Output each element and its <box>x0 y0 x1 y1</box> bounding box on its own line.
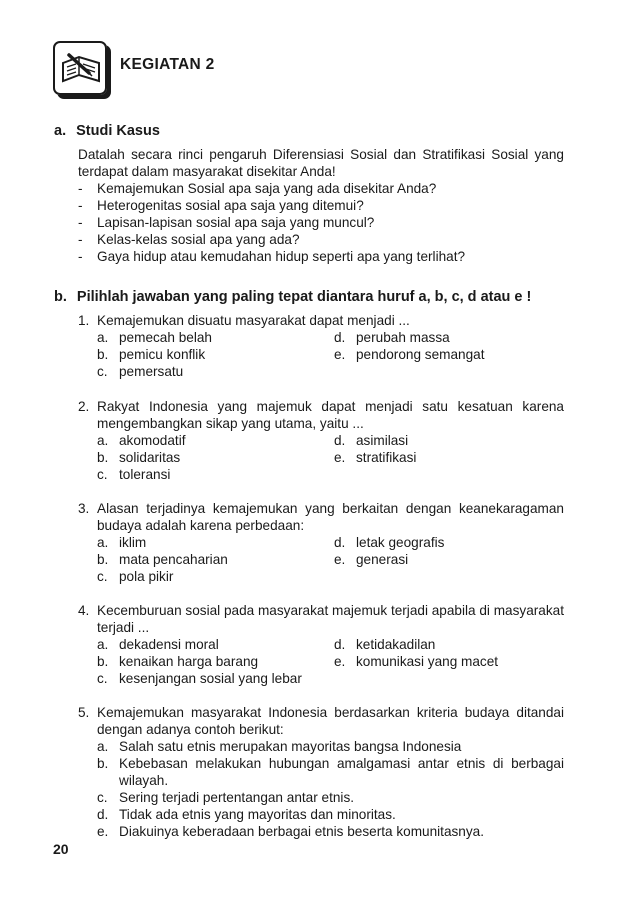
question-number: 1. <box>78 313 90 328</box>
option-text: iklim <box>119 535 147 550</box>
list-item-text: Lapisan-lapisan sosial apa saja yang muncul? <box>97 215 375 230</box>
option-letter: b. <box>97 347 109 362</box>
section-a-intro: Datalah secara rinci pengaruh Diferensiasi Sosial dan Stratifikasi Sosial yang terdapat dalam masyarakat disekitar Anda! <box>78 147 564 179</box>
option-text: komunikasi yang macet <box>356 654 499 669</box>
list-dash: - <box>78 232 83 247</box>
option-text: solidaritas <box>119 450 181 465</box>
option-letter: e. <box>334 347 346 362</box>
option-text: generasi <box>356 552 409 567</box>
answer-option <box>97 738 564 755</box>
option-text: pemicu konflik <box>119 347 206 362</box>
option-text: asimilasi <box>356 433 409 448</box>
section-a-title: Studi Kasus <box>76 123 160 139</box>
option-text: Tidak ada etnis yang mayoritas dan minoritas. <box>119 807 396 822</box>
option-letter: a. <box>97 330 109 345</box>
option-letter: d. <box>334 535 346 550</box>
option-text: stratifikasi <box>356 450 417 465</box>
option-letter: b. <box>97 552 109 567</box>
question-text: Kemajemukan masyarakat Indonesia berdasarkan kriteria budaya ditandai dengan adanya contoh berikut: <box>97 705 564 737</box>
section-b-label: b. <box>54 289 67 305</box>
option-text: ketidakadilan <box>356 637 436 652</box>
option-letter: e. <box>334 654 346 669</box>
option-text: letak geografis <box>356 535 445 550</box>
list-dash: - <box>78 198 83 213</box>
option-text: pendorong semangat <box>356 347 485 362</box>
option-text: kesenjangan sosial yang lebar <box>119 671 302 686</box>
question-number: 3. <box>78 501 90 516</box>
option-letter: a. <box>97 433 109 448</box>
book-pen-icon <box>59 49 103 89</box>
option-letter: e. <box>334 552 346 567</box>
option-letter: c. <box>97 790 108 805</box>
option-text: kenaikan harga barang <box>119 654 259 669</box>
option-letter: d. <box>334 637 346 652</box>
section-b-heading <box>54 289 531 305</box>
option-letter: c. <box>97 467 108 482</box>
question-number: 5. <box>78 705 90 720</box>
option-text: pola pikir <box>119 569 174 584</box>
answer-option <box>97 755 564 789</box>
section-a-heading <box>54 123 160 139</box>
list-item-text: Kelas-kelas sosial apa yang ada? <box>97 232 300 247</box>
answer-option <box>97 823 564 840</box>
option-text: perubah massa <box>356 330 450 345</box>
option-letter: d. <box>97 807 109 822</box>
list-item-text: Gaya hidup atau kemudahan hidup seperti apa yang terlihat? <box>97 249 466 264</box>
question-text: Kemajemukan disuatu masyarakat dapat menjadi ... <box>97 313 410 328</box>
option-text: Salah satu etnis merupakan mayoritas bangsa Indonesia <box>119 739 462 754</box>
answer-option <box>97 789 564 806</box>
section-b-title: Pilihlah jawaban yang paling tepat diantara huruf a, b, c, d atau e ! <box>76 289 532 305</box>
question-text: Alasan terjadinya kemajemukan yang berkaitan dengan keanekaragaman budaya adalah karena perbedaan: <box>97 501 564 533</box>
option-letter: a. <box>97 535 109 550</box>
page-number: 20 <box>53 841 69 857</box>
option-letter: a. <box>97 637 109 652</box>
option-letter: c. <box>97 569 108 584</box>
option-text: pemecah belah <box>119 330 212 345</box>
question-number: 2. <box>78 399 90 414</box>
list-dash: - <box>78 181 83 196</box>
section-a-label: a. <box>54 123 67 139</box>
question-text: Kecemburuan sosial pada masyarakat majemuk terjadi apabila di masyarakat terjadi ... <box>97 603 564 635</box>
option-text: pemersatu <box>119 364 184 379</box>
list-item-text: Heterogenitas sosial apa saja yang ditemui? <box>97 198 364 213</box>
option-text: Sering terjadi pertentangan antar etnis. <box>119 790 355 805</box>
option-text: toleransi <box>119 467 171 482</box>
answer-option <box>97 806 564 823</box>
option-letter: c. <box>97 364 108 379</box>
option-letter: b. <box>97 756 109 771</box>
option-letter: e. <box>334 450 346 465</box>
activity-icon-box <box>53 41 107 95</box>
list-dash: - <box>78 249 83 264</box>
option-text: Diakuinya keberadaan berbagai etnis beserta komunitasnya. <box>119 824 484 839</box>
activity-title: KEGIATAN 2 <box>120 56 215 73</box>
option-letter: c. <box>97 671 108 686</box>
list-item-text: Kemajemukan Sosial apa saja yang ada disekitar Anda? <box>97 181 437 196</box>
question-number: 4. <box>78 603 90 618</box>
option-text: akomodatif <box>119 433 186 448</box>
option-letter: d. <box>334 433 346 448</box>
option-letter: b. <box>97 450 109 465</box>
option-text: dekadensi moral <box>119 637 219 652</box>
option-letter: b. <box>97 654 109 669</box>
option-letter: a. <box>97 739 109 754</box>
option-text: Kebebasan melakukan hubungan amalgamasi antar etnis di berbagai wilayah. <box>119 756 564 788</box>
option-letter: d. <box>334 330 346 345</box>
list-dash: - <box>78 215 83 230</box>
question-text: Rakyat Indonesia yang majemuk dapat menjadi satu kesatuan karena mengembangkan sikap yang utama, yaitu ... <box>97 399 564 431</box>
option-letter: e. <box>97 824 109 839</box>
option-text: mata pencaharian <box>119 552 228 567</box>
